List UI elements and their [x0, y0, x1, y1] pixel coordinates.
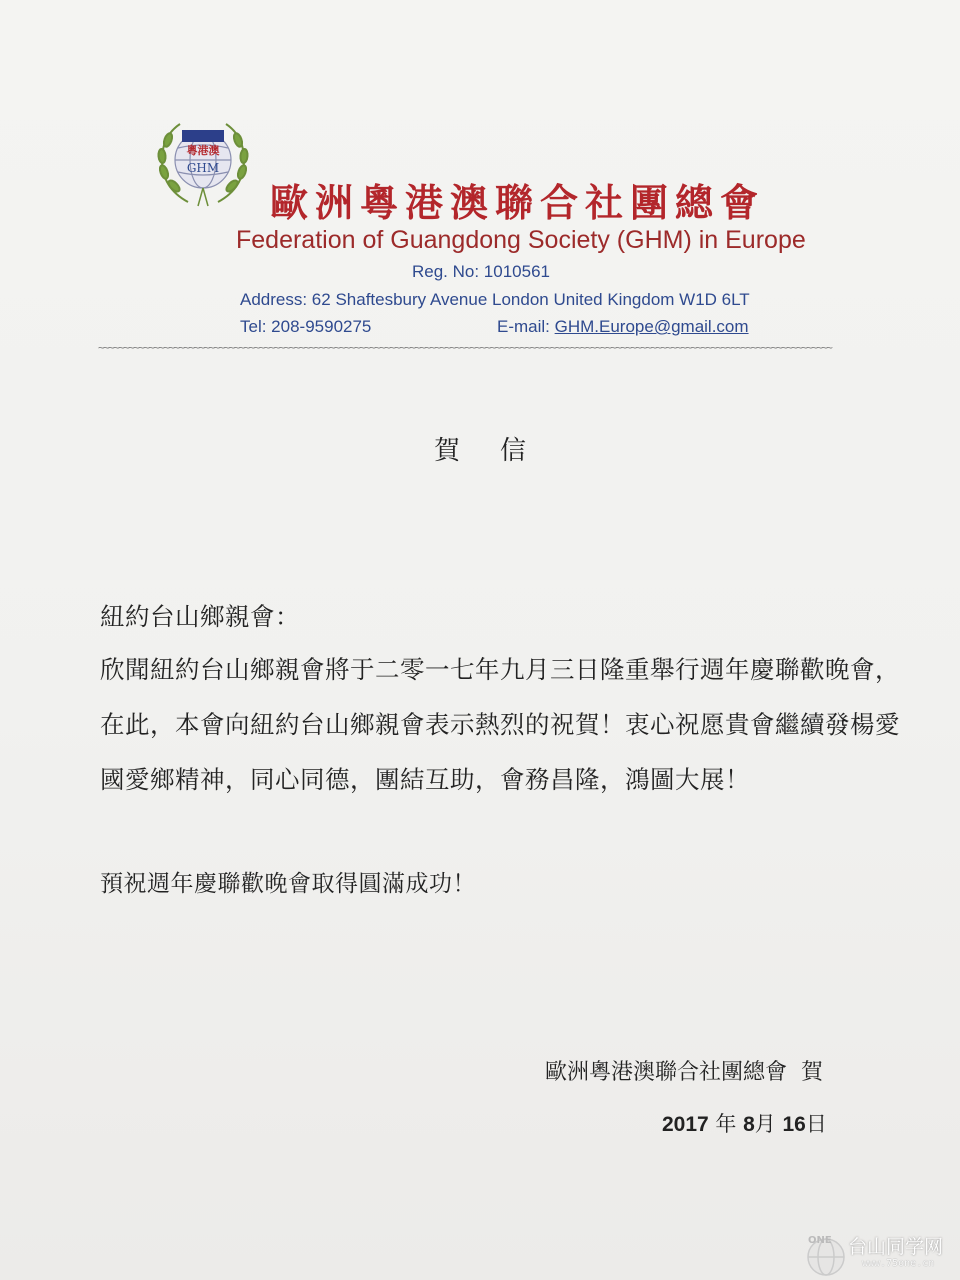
- body-line-1: 欣聞紐約台山鄉親會將于二零一七年九月三日隆重舉行週年慶聯歡晚會，: [100, 655, 900, 684]
- organization-name-chinese: 歐洲粵港澳聯合社團總會: [270, 180, 766, 225]
- letter-title: 賀信: [433, 436, 566, 466]
- salutation: 紐約台山鄉親會：: [100, 602, 300, 631]
- address: Address: 62 Shaftesbury Avenue London United Kingdom W1D 6LT: [240, 290, 750, 309]
- svg-text:粵港澳: 粵港澳: [186, 144, 220, 157]
- email-label: E-mail:: [497, 317, 555, 336]
- body-line-3: 國愛鄉精神，同心同德，團結互助，會務昌隆，鴻圖大展！: [100, 765, 750, 794]
- date-day: 16: [782, 1113, 806, 1136]
- watermark-site-name: 台山同学网: [848, 1236, 944, 1258]
- svg-text:ONE: ONE: [808, 1235, 832, 1246]
- email-link[interactable]: GHM.Europe@gmail.com: [554, 317, 749, 336]
- body-line-2: 在此，本會向紐約台山鄉親會表示熱烈的祝賀！衷心祝愿貴會繼續發楊愛: [100, 710, 900, 739]
- date-month-unit: 月: [754, 1112, 776, 1136]
- date-month: 8: [743, 1113, 755, 1136]
- closing-wish: 預祝週年慶聯歡晚會取得圓滿成功！: [100, 871, 476, 897]
- ghm-logo: [148, 110, 258, 210]
- registration-number: Reg. No: 1010561: [412, 262, 550, 281]
- signature: 歐洲粵港澳聯合社團總會 賀: [545, 1060, 823, 1085]
- svg-text:GHM: GHM: [186, 161, 220, 175]
- letter-date: [662, 1108, 827, 1138]
- letterhead-divider: ~~~~~~~~~~~~~~~~~~~~~~~~~~~~~~~~~~~~~~~~~~~~~~~~~~~~~~~~~~~~~~~~~~~~~~~~~~~~~~~~~~~~~~~~~~~~~~~~~~~~~~~~~~~~~~~~~~~~~~~~~~~~~~~~~~~~~~~~~~~~~~~~~~: [98, 344, 832, 352]
- email-line: [497, 317, 749, 337]
- organization-name-english: Federation of Guangdong Society (GHM) in Europe: [236, 226, 806, 254]
- date-year: 2017: [662, 1113, 709, 1136]
- date-day-unit: 日: [805, 1112, 827, 1136]
- telephone: Tel: 208-9590275: [240, 317, 372, 336]
- date-year-unit: 年: [715, 1112, 737, 1136]
- watermark-url: www.75one.cn: [862, 1258, 935, 1269]
